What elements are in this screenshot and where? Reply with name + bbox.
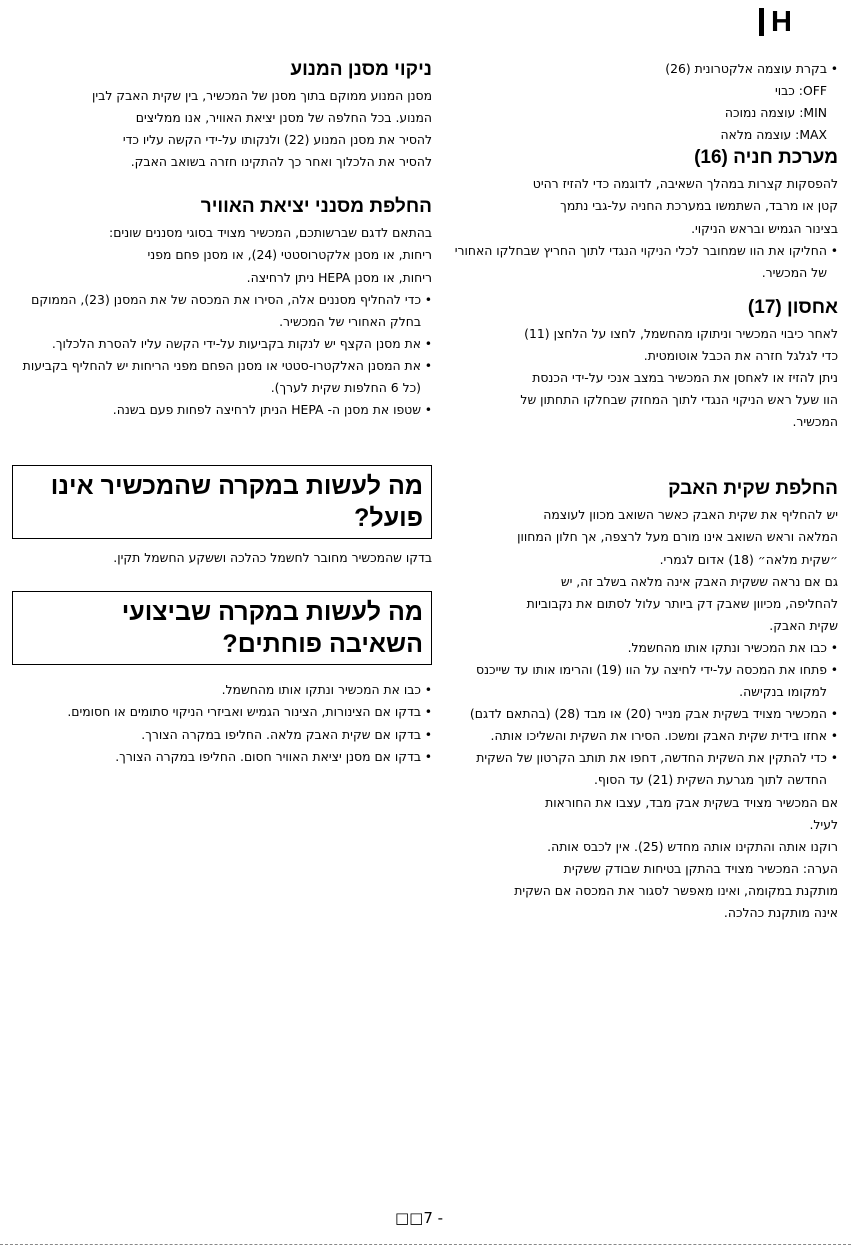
section-title-storage: אחסון (17) [747,296,838,318]
list-item: • בקרת עוצמה אלקטרונית (26) [446,58,838,80]
paragraph-line: ריחות, או מסנן אלקטרוסטטי (24), או מסנן פחם מפני [147,247,432,263]
paragraph-line: לאחר כיבוי המכשיר וניתוקו מהחשמל, לחצו על הלחצן (11) [524,325,838,341]
list-item: • אחזו בידית שקית האבק ומשכו. הסירו את השקית והשליכו אותה. [446,725,838,747]
paragraph-line: להפסקות קצרות במהלך השאיבה, לדוגמה כדי להזיז רהיט [532,176,838,192]
paragraph-line: הערה: המכשיר מצויד בהתקן בטיחות שבודק ששקית [563,860,838,876]
control-option-min: MIN: עוצמה נמוכה [724,105,827,121]
left-column [12,58,432,768]
paragraph-line: בצינור הגמיש ובראש הניקוי. [691,220,838,236]
exhaust-filter-list [12,289,432,422]
list-item: • בדקו אם מסנן יציאת האוויר חסום. החליפו במקרה הצורך. [12,746,432,768]
section-title-bag: החלפת שקית האבק [668,478,838,500]
section-title-exhaust-filter: החלפת מסנני יציאת האוויר [200,196,432,218]
paragraph-line: ״שקית מלאה״ (18) אדום לגמרי. [659,551,838,567]
paragraph-line: להחליפה, מכיוון שאבק דק ביותר עלול לסתום את נקבוביות [526,595,838,611]
paragraph-line: כדי לגלגל חזרה את הכבל אוטומטית. [643,347,838,363]
list-item: • את מסנן הקצף יש לנקות בקביעות על-ידי הקשה עליו להסרת הלכלוך. [12,333,432,355]
paragraph-line: המנוע. בכל החלפה של מסנן יציאת האוויר, אנו ממליצים [135,110,432,126]
low-suction-list [12,679,432,767]
list-item: • בדקו אם שקית האבק מלאה. החליפו במקרה הצורך. [12,724,432,746]
paragraph-line: המלאה וראש השואב אינו מורם מעל לרצפה, אך חלון המחוון [517,529,838,545]
paragraph-line: מסנן המנוע ממוקם בתוך מסנן של המכשיר, בין שקית האבק לבין [92,88,432,103]
paragraph-line: אם המכשיר מצויד בשקית אבק מבד, עצבו את החוראות [545,794,838,810]
bag-list [446,637,838,792]
list-item: • פתחו את המכסה על-ידי לחיצה על הוו (19) והרימו אותו עד שייכנס למקומו בנקישה. [446,659,838,703]
paragraph-line: להסיר את מסנן המנוע (22) ולנקותו על-ידי הקשה עליו כדי [122,132,432,148]
paragraph-line: מותקנת במקומה, ואינו מאפשר לסגור את המכסה אם השקית [514,882,838,898]
control-option-off: OFF: כבוי [775,83,827,99]
section-title-parking: מערכת חניה (16) [694,147,838,169]
paragraph-line: שקית האבק. [769,617,838,633]
control-option-max: MAX: עוצמה מלאה [720,127,827,143]
paragraph-line: אינה מותקנת כהלכה. [723,905,838,920]
list-item: • החליקו את הוו שמחובר לכלי הניקוי הנגדי לתוך החריץ שבחלקו האחורי של המכשיר. [446,240,838,284]
paragraph-line: ריחות, או מסנן HEPA ניתן לרחיצה. [246,269,432,285]
paragraph-line: יש להחליף את שקית האבק כאשר השואב מכוון לעוצמה [543,507,838,523]
control-list [446,58,838,80]
paragraph-line: גם אם נראה ששקית האבק אינה מלאה בשלב זה, יש [560,573,838,589]
language-code: H [771,6,792,38]
parking-list [446,240,838,284]
paragraph-line: קטן או מרבד, השתמשו במערכת החניה על-גבי נתמך [560,198,838,214]
page-number: □□7 - [395,1209,444,1227]
list-item: • המכשיר מצויד בשקית אבק מנייר (20) או מבד (28) (בהתאם לדגם) [446,703,838,725]
troubleshoot-text: בדקו שהמכשיר מחובר לחשמל כהלכה וששקע החשמל תקין. [113,550,432,566]
right-column [446,58,838,924]
list-item: • שטפו את מסנן ה- HEPA הניתן לרחיצה לפחות פעם בשנה. [12,399,432,421]
paragraph-line: בהתאם לדגם שברשותכם, המכשיר מצויד בסוגי מסננים שונים: [109,225,432,241]
paragraph-line: הוו שעל ראש הניקוי הנגדי לתוך המחזק שבחלקו התחתון של [520,392,838,408]
paragraph-line: לעיל. [809,816,838,832]
troubleshoot-box-low-suction: מה לעשות במקרה שביצועי השאיבה פוחתים? [12,591,432,665]
list-item: • בדקו אם הצינורות, הצינור הגמיש ואביזרי הניקוי סתומים או חסומים. [12,701,432,723]
troubleshoot-box-not-working: מה לעשות במקרה שהמכשיר אינו פועל? [12,465,432,539]
list-item: • את המסנן האלקטרו-סטטי או מסנן הפחם מפני הריחות יש להחליף בקביעות (כל 6 החלפות שקית לערך). [12,355,432,399]
bottom-divider [0,1244,851,1245]
list-item: • כדי להתקין את השקית החדשה, דחפו את תותב הקרטון של השקית החדשה לתוך מגרעת השקית (21) עד הסוף. [446,747,838,791]
paragraph-line: ניתן להזיז או לאחסן את המכשיר במצב אנכי על-ידי הכנסת [532,370,838,386]
paragraph-line: להסיר את הלכלוך ואחר כך להתקינו חזרה בשואב האבק. [130,154,432,170]
section-title-motor-filter: ניקוי מסנן המנוע [290,59,432,80]
paragraph-line: המכשיר. [792,414,838,430]
paragraph-line: רוקנו אותה והתקינו אותה מחדש (25). אין לכבס אותה. [547,838,838,854]
list-item: • כדי להחליף מסננים אלה, הסירו את המכסה של את המסנן (23), הממוקם בחלק האחורי של המכשיר. [12,289,432,333]
language-marker-bar [759,8,764,36]
list-item: • כבו את המכשיר ונתקו אותו מהחשמל. [12,679,432,701]
list-item: • כבו את המכשיר ונתקו אותו מהחשמל. [446,637,838,659]
